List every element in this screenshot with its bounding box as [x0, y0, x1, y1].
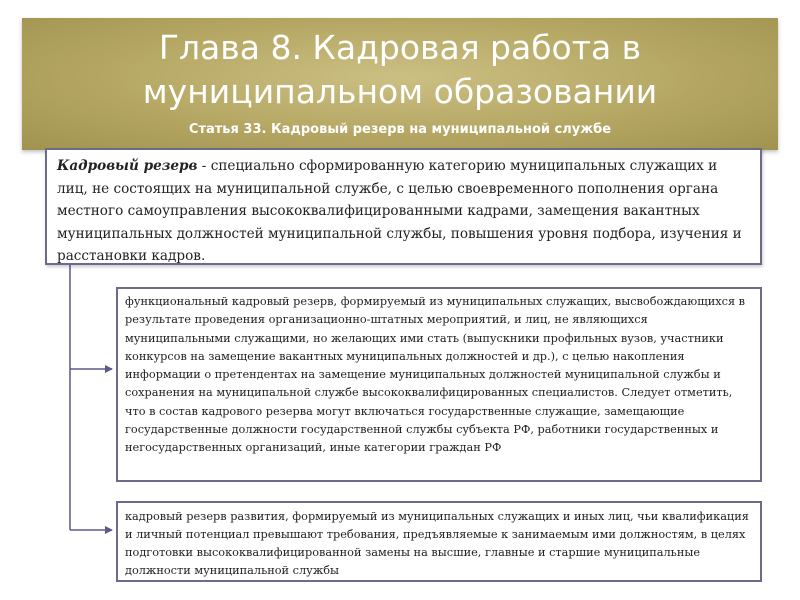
page-subtitle: Статья 33. Кадровый резерв на муниципальной службе — [188, 122, 612, 137]
definition-text: - специально сформированную категорию муниципальных служащих и лиц, не состоящих на муниципальной службе, с целью своевременного пополнения органа местного самоуправления высококвалифицированными кадрами, замещения вакантных муниципальных должностей муниципальной службы, повышения уровня подбора, изучения и расстановки кадров. — [57, 158, 742, 264]
definition-box — [45, 148, 762, 265]
functional-reserve-box — [116, 287, 762, 482]
title-line-2: муниципальном образовании — [142, 72, 658, 111]
development-reserve-text: кадровый резерв развития, формируемый из муниципальных служащих и иных лиц, чьи квалификация и личный потенциал превышают требования, предъявляемые к занимаемым ими должностям, в целях подготовки высококвалифицированной замены на высшие, главные и старшие муниципальные должности муниципальной службы — [125, 510, 749, 578]
title-line-1: Глава 8. Кадровая работа в — [158, 28, 642, 67]
functional-reserve-text: функциональный кадровый резерв, формируемый из муниципальных служащих, высвобождающихся в результате проведения организационно-штатных мероприятий, и лиц, не являющихся муниципальными служащими, но желающих ими стать (выпускники профильных вузов, участники конкурсов на замещение вакантных муниципальных должностей и др.), с целью накопления информации о претендентах на замещение муниципальных должностей муниципальной службы и сохранения на муниципальной службе высококвалифицированных специалистов. Следует отметить, что в состав кадрового резерва могут включаться государственные служащие, замещающие государственные должности государственной службы субъекта РФ, работники государственных и негосударственных организаций, иные категории граждан РФ — [125, 295, 746, 455]
development-reserve-box — [116, 501, 762, 582]
definition-term: Кадровый резерв — [57, 158, 198, 174]
